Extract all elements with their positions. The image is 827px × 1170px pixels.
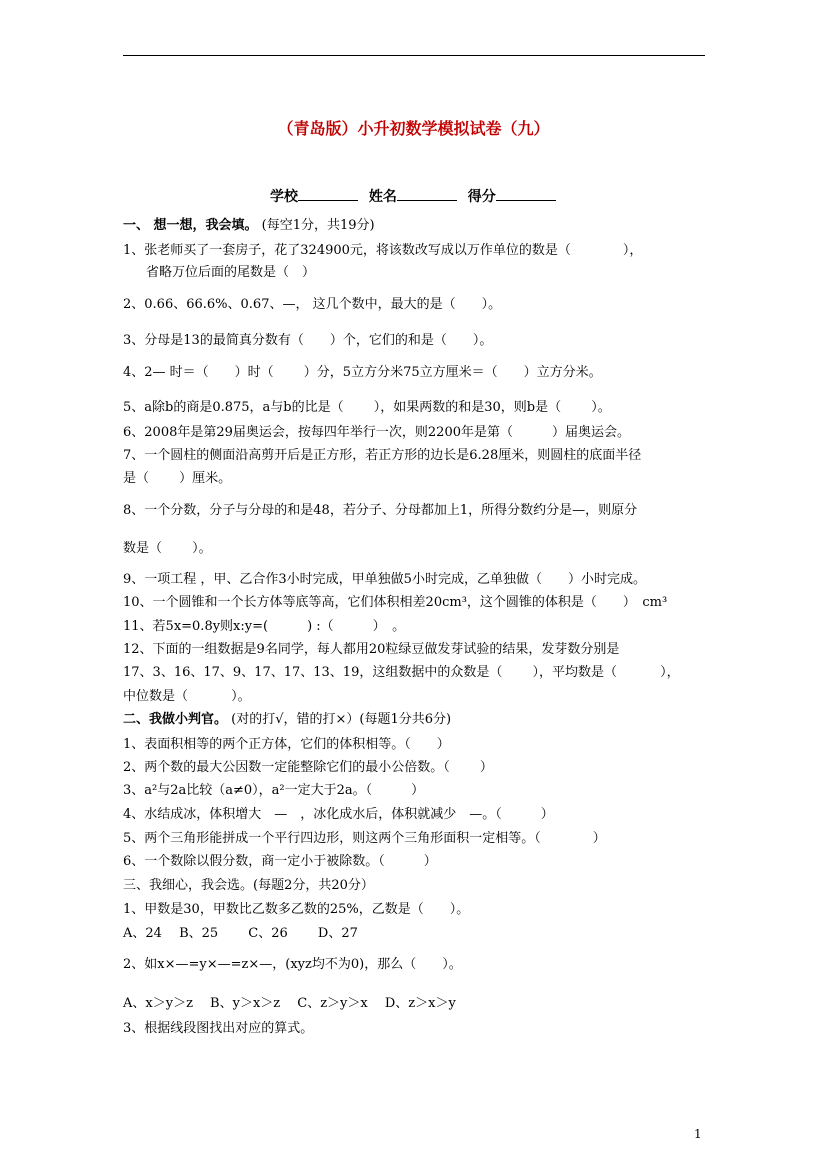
choice-2: 2、如x×—=y×—=z×—，(xyz均不为0)，那么（ ）。 xyxy=(123,957,462,972)
school-label: 学校 xyxy=(270,189,298,205)
score-label: 得分 xyxy=(467,189,496,205)
question-4: 4、2— 时＝（ ）时（ ）分，5立方分米75立方厘米＝（ ）立方分米。 xyxy=(123,365,602,380)
section-2-note: (对的打√，错的打×）(每题1分共6分) xyxy=(231,712,452,727)
question-12-line-c: 中位数是（ ）。 xyxy=(123,689,251,704)
section-1-heading-line xyxy=(123,218,375,234)
question-5: 5、a除b的商是0.875，a与b的比是（ ），如果两数的和是30，则b是（ ）。 xyxy=(123,400,611,415)
question-9: 9、一项工程 ，甲、乙合作3小时完成，甲单独做5小时完成，乙单独做（ ）小时完成。 xyxy=(123,572,646,587)
judgement-2: 2、两个数的最大公因数一定能整除它们的最小公倍数。（ ） xyxy=(123,760,493,775)
question-12-line-b: 17、3、16、17、9、17、17、13、19，这组数据中的众数是（ ），平均数是（ ）， xyxy=(123,665,680,680)
score-blank xyxy=(496,188,556,201)
question-8-line-a: 8、一个分数，分子与分母的和是48，若分子、分母都加上1，所得分数约分是—，则原分 xyxy=(123,503,638,518)
question-7-line-b: 是（ ）厘米。 xyxy=(123,471,232,486)
question-6: 6、2008年是第29届奥运会，按每四年举行一次，则2200年是第（ ）届奥运会。 xyxy=(123,425,630,440)
choice-1-options: A、24 B、25 C、26 D、27 xyxy=(123,926,358,941)
question-10: 10、一个圆锥和一个长方体等底等高，它们体积相差20cm³，这个圆锥的体积是（ ） cm³ xyxy=(123,595,668,610)
section-3-heading: 三、我细心，我会选。(每题2分，共20分） xyxy=(123,878,374,893)
question-1-line-a: 1、张老师买了一套房子，花了324900元，将该数改写成以万作单位的数是（ ）， xyxy=(123,243,643,258)
question-8-line-b: 数是（ ）。 xyxy=(123,541,212,556)
choice-3: 3、根据线段图找出对应的算式。 xyxy=(123,1021,314,1036)
question-7-line-a: 7、一个圆柱的侧面沿高剪开后是正方形，若正方形的边长是6.28厘米，则圆柱的底面半径 xyxy=(123,448,642,463)
page-number: 1 xyxy=(694,1127,702,1141)
question-1-line-b: 省略万位后面的尾数是（ ） xyxy=(146,265,316,280)
question-2: 2、0.66、66.6%、0.67、—， 这几个数中，最大的是（ ）。 xyxy=(123,297,502,312)
school-blank xyxy=(298,188,358,201)
section-1-note: (每空1分，共19分) xyxy=(261,218,375,233)
judgement-6: 6、一个数除以假分数，商一定小于被除数。（ ） xyxy=(123,854,437,869)
question-12-line-a: 12、下面的一组数据是9名同学，每人都用20粒绿豆做发芽试验的结果，发芽数分别是 xyxy=(123,642,620,657)
judgement-5: 5、两个三角形能拼成一个平行四边形，则这两个三角形面积一定相等。（ ） xyxy=(123,831,606,846)
page-title: （青岛版）小升初数学模拟试卷（九） xyxy=(277,119,550,138)
section-1-heading: 一、 想一想，我会填。 xyxy=(123,218,258,233)
question-11: 11、若5x=0.8y则x:y=( ) :（ ） 。 xyxy=(123,619,406,634)
header-rule xyxy=(123,55,705,56)
choice-1: 1、甲数是30，甲数比乙数多乙数的25%，乙数是（ ）。 xyxy=(123,902,470,917)
name-label: 姓名 xyxy=(368,189,397,205)
section-2-heading-line xyxy=(123,712,451,728)
choice-2-options: A、x＞y＞z B、y＞x＞z C、z＞y＞x D、z＞x＞y xyxy=(123,996,456,1011)
question-3: 3、分母是13的最简真分数有（ ）个，它们的和是（ ）。 xyxy=(123,333,493,348)
student-info-line xyxy=(270,186,562,206)
name-blank xyxy=(397,188,457,201)
judgement-3: 3、a²与2a比较（a≠0），a²一定大于2a。（ ） xyxy=(123,783,425,798)
section-2-heading: 二、我做小判官。 xyxy=(123,712,228,727)
judgement-1: 1、表面积相等的两个正方体，它们的体积相等。（ ） xyxy=(123,737,450,752)
judgement-4: 4、水结成冰，体积增大 — ，冰化成水后，体积就减少 —。（ ） xyxy=(123,807,554,822)
